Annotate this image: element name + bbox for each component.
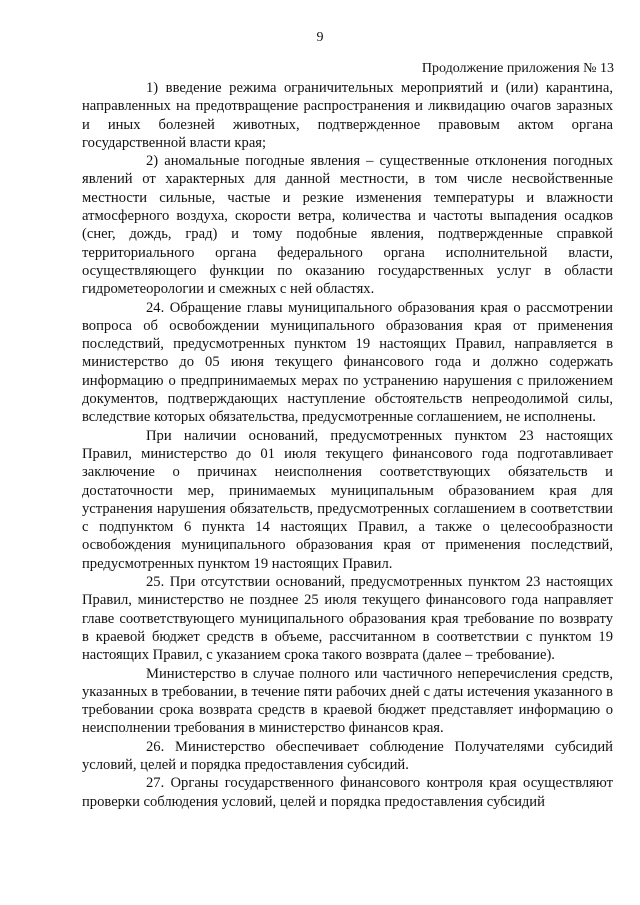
paragraph: При наличии оснований, предусмотренных пунктом 23 настоящих Правил, министерство до 01 июля текущего финансового года подготавливает заключение о причинах неисполнения соответствующих обязательств и достаточности мер, принимаемых муниципальным образованием края для устранения нарушения обязательств, предусмотренных соглашением в соответствии с подпунктом 6 пункта 14 настоящих Правил, а также о целесообразности освобождения муниципального образования края от применения последствий, предусмотренных пунктом 19 настоящих Правил. [82, 427, 613, 572]
document-body [82, 79, 613, 811]
paragraph: 26. Министерство обеспечивает соблюдение Получателями субсидий условий, целей и порядка предоставления субсидий. [82, 738, 613, 773]
paragraph: 1) введение режима ограничительных мероприятий и (или) карантина, направленных на предотвращение распространения и ликвидацию очагов заразных и иных болезней животных, подтвержденное правовым актом органа государственной власти края; [82, 80, 613, 151]
appendix-continuation-label: Продолжение приложения № 13 [421, 61, 614, 76]
page-number: 9 [316, 30, 324, 45]
paragraph: 27. Органы государственного финансового контроля края осуществляют проверки соблюдения условий, целей и порядка предоставления субсидий [82, 775, 613, 810]
paragraph: 25. При отсутствии оснований, предусмотренных пунктом 23 настоящих Правил, министерство не позднее 25 июля текущего финансового года направляет главе соответствующего муниципального образования края требование по возврату в краевой бюджет средств в объеме, рассчитанном в соответствии с пунктом 19 настоящих Правил, с указанием срока такого возврата (далее – требование). [82, 574, 613, 664]
paragraph: 2) аномальные погодные явления – существенные отклонения погодных явлений от характерных для данной местности, в том числе несвойственные местности сильные, частые и резкие изменения температуры и влажности атмосферного воздуха, скорости ветра, количества и частоты выпадения осадков (снег, дождь, град) и тому подобные явления, подтвержденные справкой территориального органа федерального органа исполнительной власти, осуществляющего функции по оказанию государственных услуг в области гидрометеорологии и смежных с ней областях. [82, 153, 613, 298]
paragraph: 24. Обращение главы муниципального образования края о рассмотрении вопроса об освобождении муниципального образования края от применения последствий, предусмотренных пунктом 19 настоящих Правил, направляется в министерство до 05 июня текущего финансового года и должно содержать информацию о предпринимаемых мерах по устранению нарушения с приложением документов, подтверждающих наступление обстоятельств непреодолимой силы, вследствие которых обязательства, предусмотренные соглашением, не исполнены. [82, 299, 613, 426]
paragraph: Министерство в случае полного или частичного неперечисления средств, указанных в требовании, в течение пяти рабочих дней с даты истечения указанного в требовании срока возврата средств в краевой бюджет представляет информацию о неисполнении требования в министерство финансов края. [82, 665, 613, 737]
